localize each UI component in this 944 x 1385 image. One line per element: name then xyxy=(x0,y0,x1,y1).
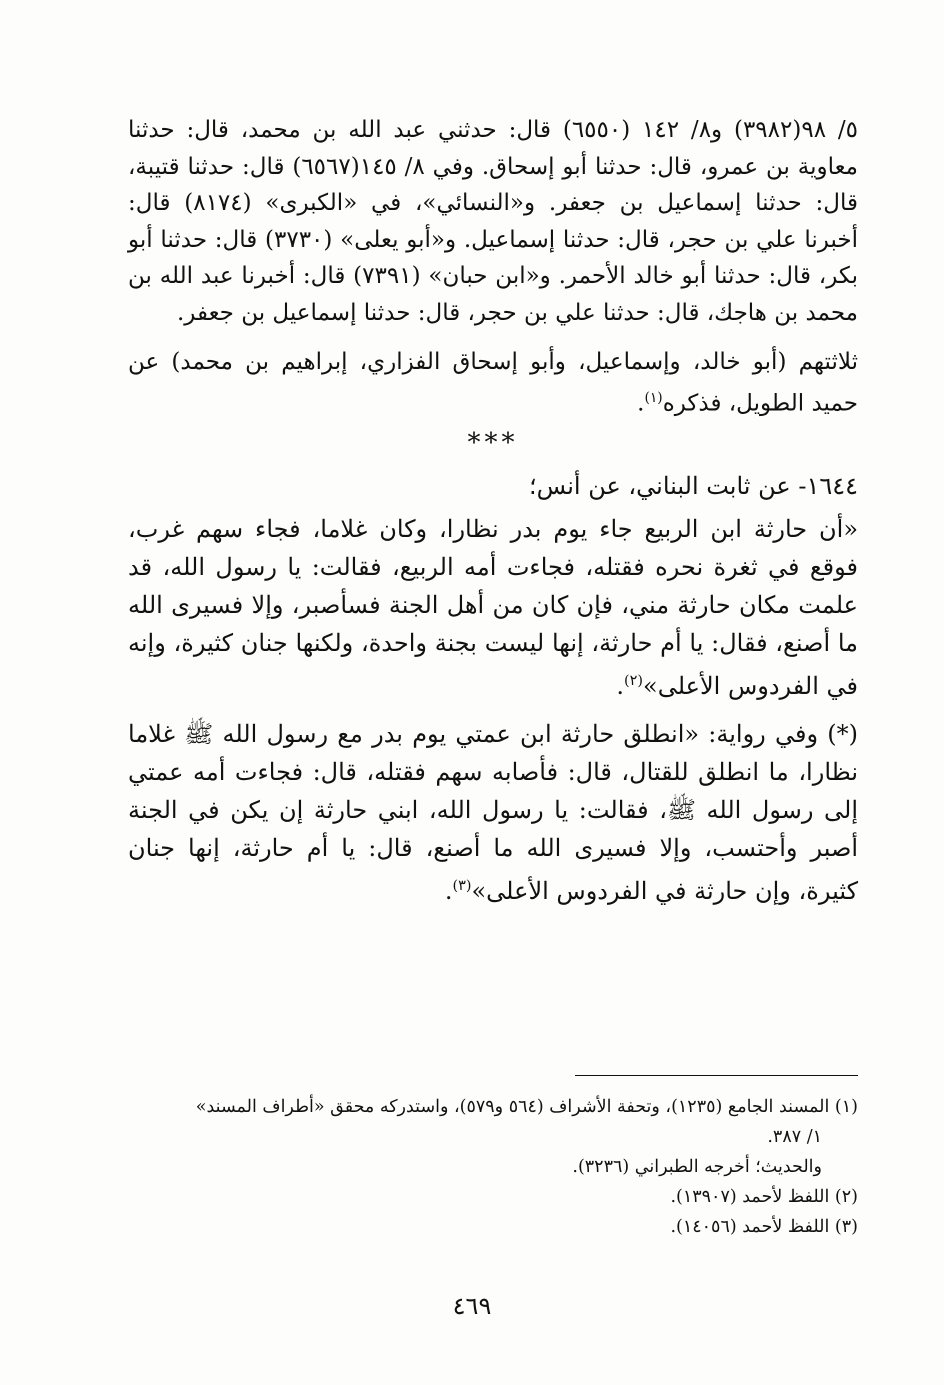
hadith-text: «أن حارثة ابن الربيع جاء يوم بدر نظارا، وكان غلاما، فجاء سهم غرب، فوقع في ثغرة نحره فقتله، فجاءت أمه الربيع، فقالت: يا رسول الله، قد علمت مكان حارثة مني، فإن كان من أهل الجنة فسأصبر، وإلا فسيرى الله ما أصنع، فقال: يا أم حارثة، إنها ليست بجنة واحدة، ولكنها جنان كثيرة، وإنه في الفردوس الأعلى» xyxy=(128,515,859,701)
summary-text: ثلاثتهم (أبو خالد، وإسماعيل، وأبو إسحاق الفزاري، إبراهيم بن محمد) عن حميد الطويل، فذكره xyxy=(128,348,858,417)
hadith-heading: ١٦٤٤- عن ثابت البناني، عن أنس؛ xyxy=(528,472,858,501)
summary-paragraph: ثلاثتهم (أبو خالد، وإسماعيل، وأبو إسحاق الفزاري، إبراهيم بن محمد) عن حميد الطويل، فذكره$^{(١)}$. xyxy=(128,348,858,417)
footnote-1-line-1: (١) المسند الجامع (١٢٣٥)، وتحفة الأشراف (٥٦٤ و٥٧٩)، واستدركه محقق «أطراف المسند» xyxy=(195,1097,858,1117)
isnad-text: ٥/ ٩٨(٣٩٨٢) و٨/ ١٤٢ (٦٥٥٠) قال: حدثني عبد الله بن محمد، قال: حدثنا معاوية بن عمرو، قال: حدثنا أبو إسحاق. وفي ٨/ ١٤٥(٦٥٦٧) قال: حدثنا قتيبة، قال: حدثنا إسماعيل بن جعفر. و«النسائي»، في «الكبرى» (٨١٧٤) قال: أخبرنا علي بن حجر، قال: حدثنا إسماعيل. و«أبو يعلى» (٣٧٣٠) قال: حدثنا أبو بكر، قال: حدثنا أبو خالد الأحمر. و«ابن حبان» (٧٣٩١) قال: أخبرنا عبد الله بن محمد بن هاجك، قال: حدثنا علي بن حجر، قال: حدثنا إسماعيل بن جعفر. xyxy=(128,117,859,326)
footnote-1-line-2: ١/ ٣٨٧. xyxy=(767,1127,822,1147)
footnote-ref-3[interactable]: (٣) xyxy=(452,878,472,895)
main-text xyxy=(128,112,858,920)
footnote-2: (٢) اللفظ لأحمد (١٣٩٠٧). xyxy=(670,1187,858,1207)
footnote-ref-2[interactable]: (٢) xyxy=(624,673,644,690)
footnotes-section xyxy=(128,1092,858,1242)
variant-text: (*) وفي رواية: «انطلق حارثة ابن عمتي يوم بدر مع رسول الله ﷺ غلاما نظارا، ما انطلق للقتال، قال: فأصابه سهم فقتله، قال: فجاءت أمه عمتي إلى رسول الله ﷺ، فقالت: يا رسول الله، ابني حارثة إن يكن في الجنة أصبر وأحتسب، وإلا فسيرى الله ما أصنع، قال: يا أم حارثة، إنها جنان كثيرة، وإن حارثة في الفردوس الأعلى» xyxy=(128,720,858,906)
footnote-ref-1[interactable]: (١) xyxy=(644,390,663,407)
footnote-1-line-3: والحديث؛ أخرجه الطبراني (٣٢٣٦). xyxy=(572,1157,822,1177)
footnote-3: (٣) اللفظ لأحمد (١٤٠٥٦). xyxy=(670,1217,858,1237)
variant-paragraph: (*) وفي رواية: «انطلق حارثة ابن عمتي يوم بدر مع رسول الله ﷺ غلاما نظارا، ما انطلق للقتال، قال: فأصابه سهم فقتله، قال: فجاءت أمه عمتي إلى رسول الله ﷺ، فقالت: يا رسول الله، ابني حارثة إن يكن في الجنة أصبر وأحتسب، وإلا فسيرى الله ما أصنع، قال: يا أم حارثة، إنها جنان كثيرة، وإن حارثة في الفردوس الأعلى»$^{(٣)}$. xyxy=(128,720,858,906)
footnote-divider xyxy=(575,1075,858,1076)
isnad-paragraph xyxy=(128,112,858,332)
hadith-paragraph: «أن حارثة ابن الربيع جاء يوم بدر نظارا، وكان غلاما، فجاء سهم غرب، فوقع في ثغرة نحره فقتله، فجاءت أمه الربيع، فقالت: يا رسول الله، قد علمت مكان حارثة مني، فإن كان من أهل الجنة فسأصبر، وإلا فسيرى الله ما أصنع، فقال: يا أم حارثة، إنها ليست بجنة واحدة، ولكنها جنان كثيرة، وإنه في الفردوس الأعلى»$^{(٢)}$. xyxy=(128,515,859,701)
page-number: ٤٦٩ xyxy=(452,1292,492,1320)
section-separator: *** xyxy=(467,428,519,459)
